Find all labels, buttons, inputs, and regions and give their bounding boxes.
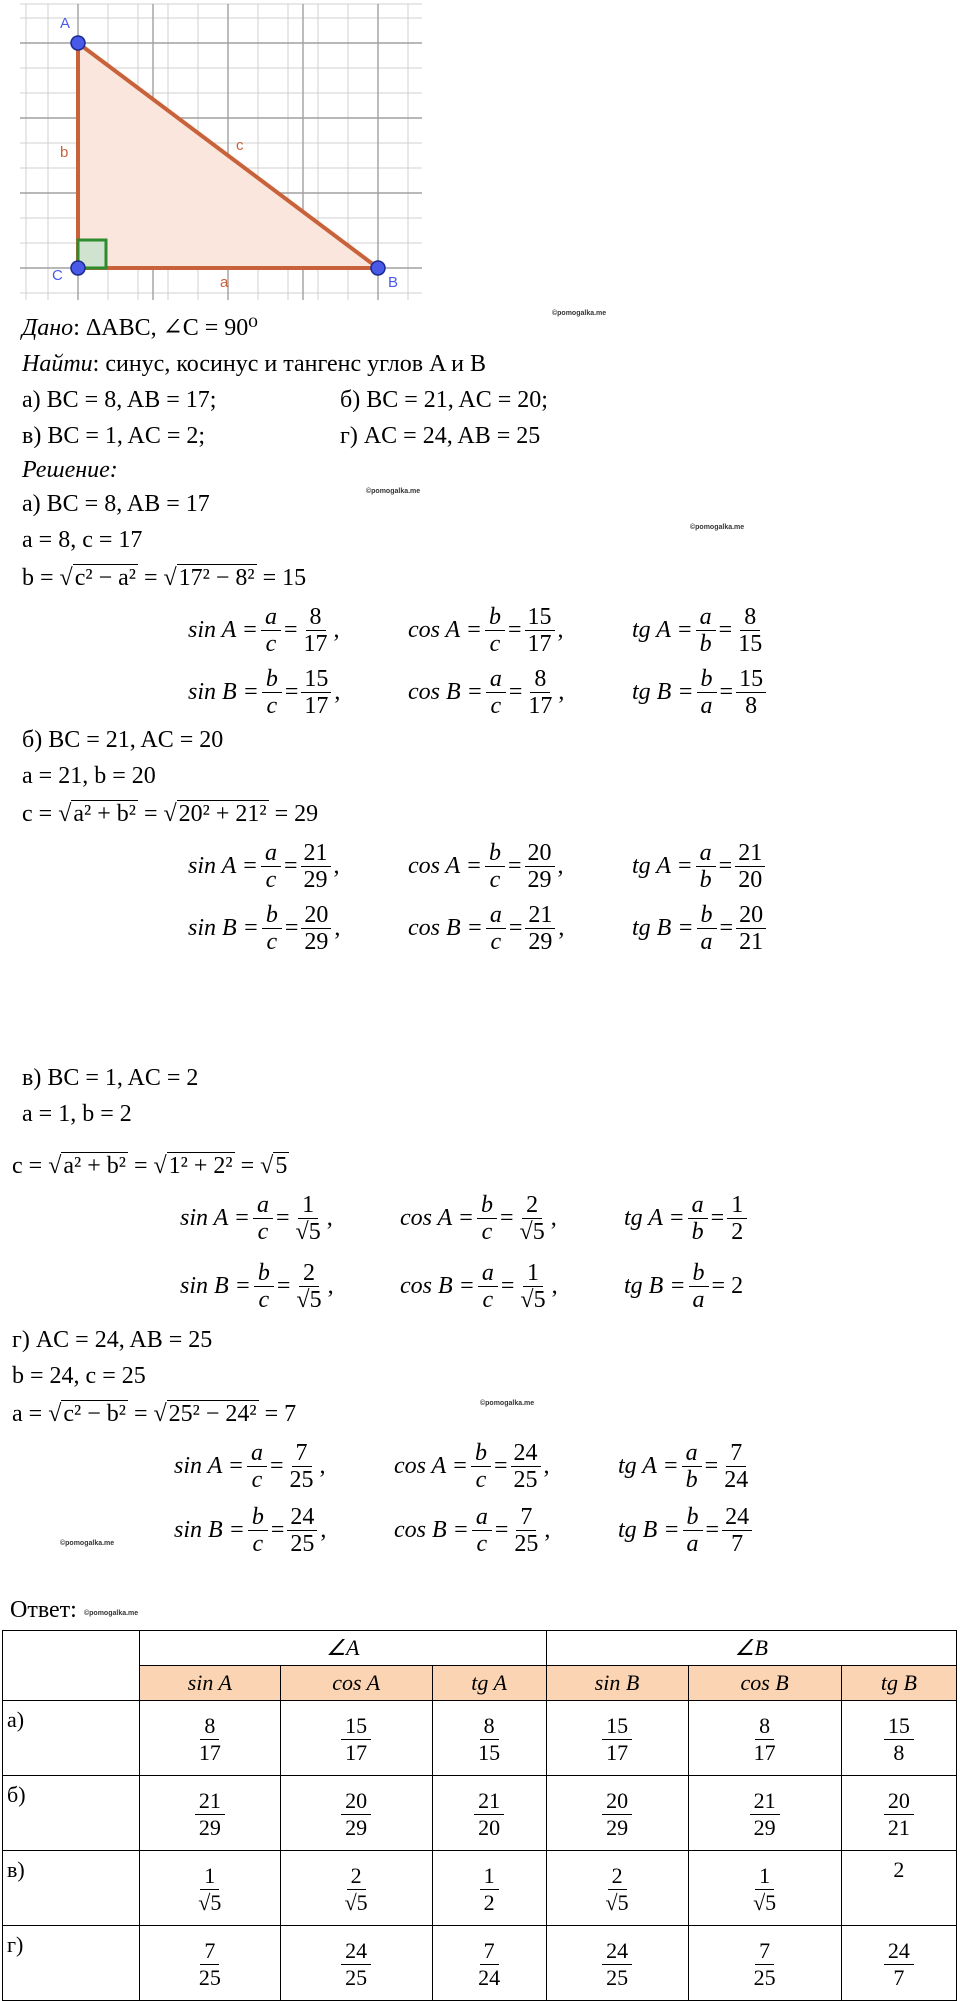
table-cell: $\frac{1}{√5}$: [688, 1851, 841, 1926]
formula-item: tg B = $\frac{b}{a}$ = $\frac{24}{7}$: [618, 1500, 755, 1560]
formula-item: cos B = $\frac{a}{c}$ = $\frac{21}{29}$ ,: [408, 901, 565, 955]
formula-item: tg A = $\frac{a}{b}$ = $\frac{1}{2}$: [624, 1188, 750, 1248]
table-cell: $\frac{7}{25}$: [140, 1926, 281, 2001]
corner-cell: [3, 1631, 140, 1701]
find-label: Найти: [22, 351, 93, 377]
formula-item: cos B = $\frac{a}{c}$ = $\frac{1}{√5}$ ,: [400, 1259, 558, 1313]
label-side-c: c: [236, 137, 244, 154]
table-row: [3, 1851, 957, 1926]
table-cell: $\frac{1}{2}$: [432, 1851, 546, 1926]
table-row: [3, 1926, 957, 2001]
col-header: sin A: [140, 1666, 281, 1701]
part-a-row1: [0, 600, 960, 660]
table-cell: $\frac{7}{25}$: [688, 1926, 841, 2001]
case-b: б) BC = 21, AC = 20;: [340, 387, 548, 413]
given-text: : ΔABC, ∠C = 90⁰: [73, 315, 258, 341]
formula-item: tg B = $\frac{b}{a}$ = $\frac{20}{21}$: [632, 898, 769, 958]
col-header: tg A: [432, 1666, 546, 1701]
part-a-line2: b = √c² − a² = √17² − 8² = 15: [22, 565, 307, 591]
part-b-row2: [0, 898, 960, 958]
table-cell: $\frac{8}{15}$: [432, 1701, 546, 1776]
table-cell: 2: [841, 1851, 956, 1926]
table-cell: $\frac{8}{17}$: [688, 1701, 841, 1776]
watermark: ©pomogalka.me: [480, 1400, 535, 1407]
part-a-line1: a = 8, c = 17: [22, 527, 143, 553]
label-vertex-a: A: [60, 15, 71, 32]
label-side-b: b: [60, 144, 69, 161]
formula-item: cos A = $\frac{b}{c}$ = $\frac{15}{17}$ ,: [408, 603, 564, 657]
formula-item: cos A = $\frac{b}{c}$ = $\frac{2}{√5}$ ,: [400, 1191, 557, 1245]
case-a: а) BC = 8, AB = 17;: [22, 387, 217, 413]
label-vertex-c: C: [52, 267, 63, 284]
part-g-line2: a = √c² − b² = √25² − 24² = 7: [12, 1401, 297, 1427]
formula-item: tg A = $\frac{a}{b}$ = $\frac{21}{20}$: [632, 836, 768, 896]
table-cell: $\frac{15}{8}$: [841, 1701, 956, 1776]
formula-item: tg B = $\frac{b}{a}$ = $\frac{15}{8}$: [632, 662, 769, 722]
angle-a-header: ∠A: [140, 1631, 547, 1666]
part-g-head: г) AC = 24, AB = 25: [12, 1327, 213, 1353]
solution-label: Решение:: [22, 457, 118, 483]
find-text: : синус, косинус и тангенс углов A и B: [92, 351, 486, 377]
answer-table: [2, 1630, 957, 2001]
col-header: cos B: [688, 1666, 841, 1701]
table-cell: $\frac{24}{25}$: [280, 1926, 432, 2001]
given-label: Дано: [22, 315, 74, 341]
table-row: [3, 1701, 957, 1776]
watermark: ©pomogalka.me: [84, 1610, 139, 1617]
formula-item: sin A = $\frac{a}{c}$ = $\frac{21}{29}$ ,: [188, 839, 340, 893]
angle-b-header: ∠B: [546, 1631, 956, 1666]
table-cell: $\frac{2}{√5}$: [280, 1851, 432, 1926]
part-v-head: в) BC = 1, AC = 2: [22, 1065, 199, 1091]
table-cell: $\frac{24}{7}$: [841, 1926, 956, 2001]
triangle-figure: [20, 0, 430, 300]
row-label: в): [3, 1851, 140, 1926]
formula-item: sin B = $\frac{b}{c}$ = $\frac{15}{17}$ ,: [188, 665, 341, 719]
table-cell: $\frac{15}{17}$: [280, 1701, 432, 1776]
watermark: ©pomogalka.me: [690, 524, 745, 531]
label-side-a: a: [220, 274, 229, 291]
label-vertex-b: B: [388, 274, 399, 291]
table-cell: $\frac{15}{17}$: [546, 1701, 688, 1776]
formula-item: tg B = $\frac{b}{a}$ = 2: [624, 1259, 744, 1313]
part-a-head: а) BC = 8, AB = 17: [22, 491, 210, 517]
formula-item: cos B = $\frac{a}{c}$ = $\frac{7}{25}$ ,: [394, 1503, 551, 1557]
part-v-row1: [0, 1188, 952, 1248]
table-cell: $\frac{20}{29}$: [280, 1776, 432, 1851]
find-line: [22, 350, 486, 378]
formula-item: tg A = $\frac{a}{b}$ = $\frac{7}{24}$: [618, 1439, 749, 1493]
part-b-head: б) BC = 21, AC = 20: [22, 727, 224, 753]
watermark: ©pomogalka.me: [552, 310, 607, 317]
part-g-row2: [0, 1500, 946, 1560]
watermark: ©pomogalka.me: [60, 1540, 115, 1547]
formula-item: sin B = $\frac{b}{c}$ = $\frac{20}{29}$ ,: [188, 901, 341, 955]
formula-item: sin A = $\frac{a}{c}$ = $\frac{1}{√5}$ ,: [180, 1191, 333, 1245]
part-b-line2: c = √a² + b² = √20² + 21² = 29: [22, 801, 319, 827]
row-label: г): [3, 1926, 140, 2001]
table-cell: $\frac{20}{29}$: [546, 1776, 688, 1851]
table-cell: $\frac{20}{21}$: [841, 1776, 956, 1851]
formula-item: sin B = $\frac{b}{c}$ = $\frac{2}{√5}$ ,: [180, 1259, 334, 1313]
col-header: sin B: [546, 1666, 688, 1701]
formula-item: sin B = $\frac{b}{c}$ = $\frac{24}{25}$ ,: [174, 1503, 327, 1557]
row-label: б): [3, 1776, 140, 1851]
table-cell: $\frac{7}{24}$: [432, 1926, 546, 2001]
part-v-line1: a = 1, b = 2: [22, 1101, 132, 1127]
watermark: ©pomogalka.me: [366, 488, 421, 495]
formula-item: tg A = $\frac{a}{b}$ = $\frac{8}{15}$: [632, 603, 763, 657]
answer-body: [3, 1701, 957, 2001]
col-header: tg B: [841, 1666, 956, 1701]
part-v-row2: [0, 1256, 952, 1316]
table-cell: $\frac{21}{20}$: [432, 1776, 546, 1851]
vertex-a: [71, 36, 85, 50]
part-g-row1: [0, 1436, 946, 1496]
part-b-row1: [0, 836, 960, 896]
part-v-line2: c = √a² + b² = √1² + 2² = √5: [12, 1153, 288, 1179]
table-row: [3, 1776, 957, 1851]
case-v: в) BC = 1, AC = 2;: [22, 423, 206, 449]
part-a-row2: [0, 662, 960, 722]
formula-item: cos A = $\frac{b}{c}$ = $\frac{24}{25}$ ,: [394, 1439, 550, 1493]
given-line: [22, 314, 258, 342]
part-g-line1: b = 24, c = 25: [12, 1363, 146, 1389]
vertex-c: [71, 261, 85, 275]
formula-item: sin A = $\frac{a}{c}$ = $\frac{7}{25}$ ,: [174, 1439, 326, 1493]
table-cell: $\frac{21}{29}$: [140, 1776, 281, 1851]
row-label: а): [3, 1701, 140, 1776]
table-cell: $\frac{2}{√5}$: [546, 1851, 688, 1926]
formula-item: cos B = $\frac{a}{c}$ = $\frac{8}{17}$ ,: [408, 665, 565, 719]
answer-label: Ответ:: [10, 1597, 77, 1623]
table-cell: $\frac{21}{29}$: [688, 1776, 841, 1851]
table-cell: $\frac{8}{17}$: [140, 1701, 281, 1776]
part-b-line1: a = 21, b = 20: [22, 763, 156, 789]
case-g: г) AC = 24, AB = 25: [340, 423, 541, 449]
formula-item: sin A = $\frac{a}{c}$ = $\frac{8}{17}$ ,: [188, 603, 340, 657]
vertex-b: [371, 261, 385, 275]
formula-item: cos A = $\frac{b}{c}$ = $\frac{20}{29}$ ,: [408, 839, 564, 893]
table-cell: $\frac{1}{√5}$: [140, 1851, 281, 1926]
table-cell: $\frac{24}{25}$: [546, 1926, 688, 2001]
col-header: cos A: [280, 1666, 432, 1701]
